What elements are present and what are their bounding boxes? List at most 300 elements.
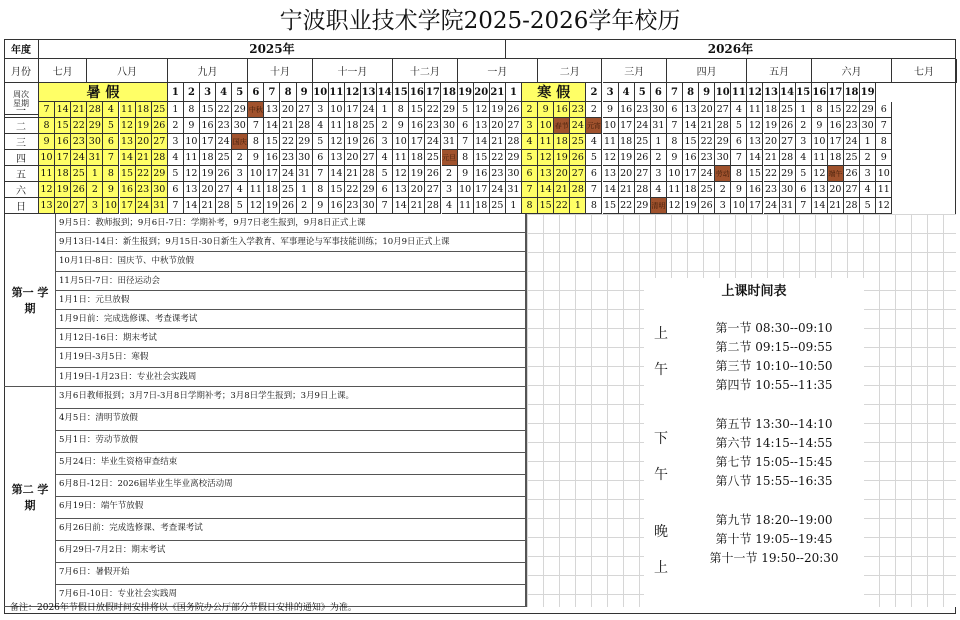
date-cell: 3 <box>860 166 876 182</box>
month-cell: 十一月 <box>313 59 394 83</box>
date-cell: 21 <box>345 166 361 182</box>
date-cell: 22 <box>764 166 780 182</box>
date-cell: 2 <box>715 182 731 198</box>
holiday-cell: 端午 <box>828 166 844 182</box>
date-cell: 11 <box>329 118 345 134</box>
date-cell: 24 <box>490 182 506 198</box>
semester1-event: 1月19日-1月23日：专业社会实践周 <box>56 368 526 387</box>
date-cell: 18 <box>474 198 490 214</box>
date-cell: 1 <box>506 198 522 214</box>
date-cell: 4 <box>731 102 747 118</box>
semester1-event: 1月12日-16日：期末考试 <box>56 329 526 348</box>
vacation-date-cell: 10 <box>39 150 55 166</box>
date-cell: 11 <box>393 150 409 166</box>
vacation-date-cell: 6 <box>522 166 538 182</box>
vacation-date-cell: 20 <box>55 198 71 214</box>
date-cell: 16 <box>619 102 635 118</box>
date-cell: 15 <box>683 134 699 150</box>
evening-label: 上 <box>654 560 668 576</box>
date-cell: 23 <box>281 150 297 166</box>
afternoon-label: 午 <box>654 467 668 483</box>
vacation-date-cell: 21 <box>136 150 152 166</box>
date-cell: 13 <box>747 134 763 150</box>
date-cell: 26 <box>361 134 377 150</box>
date-cell: 9 <box>184 118 200 134</box>
date-cell: 16 <box>264 150 280 166</box>
date-cell: 5 <box>796 166 812 182</box>
date-cell: 13 <box>474 118 490 134</box>
week-number: 20 <box>474 83 490 102</box>
date-cell: 13 <box>329 150 345 166</box>
date-cell: 20 <box>281 102 297 118</box>
date-cell: 6 <box>731 134 747 150</box>
week-number: 7 <box>264 83 280 102</box>
week-number: 14 <box>780 83 796 102</box>
date-cell: 3 <box>442 182 458 198</box>
date-cell: 3 <box>232 166 248 182</box>
date-cell: 13 <box>393 182 409 198</box>
date-cell: 31 <box>442 134 458 150</box>
date-cell: 28 <box>780 150 796 166</box>
date-cell: 2 <box>586 102 602 118</box>
date-cell: 14 <box>683 118 699 134</box>
week-number: 5 <box>232 83 248 102</box>
date-cell: 7 <box>313 166 329 182</box>
vacation-date-cell: 10 <box>103 198 119 214</box>
vacation-date-cell: 16 <box>55 134 71 150</box>
date-cell: 15 <box>828 102 844 118</box>
date-cell: 2 <box>297 198 313 214</box>
date-cell: 1 <box>860 134 876 150</box>
class-period: 第九节 18:20--19:00 <box>715 513 833 527</box>
holiday-cell: 清明 <box>651 198 667 214</box>
week-number: 7 <box>667 83 683 102</box>
date-cell: 8 <box>248 134 264 150</box>
date-cell: 8 <box>393 102 409 118</box>
date-cell: 25 <box>216 150 232 166</box>
date-cell: 8 <box>184 102 200 118</box>
vacation-date-cell: 15 <box>120 166 136 182</box>
summer-break-label: 暑 假 <box>39 83 168 102</box>
date-cell: 14 <box>184 198 200 214</box>
vacation-date-cell: 27 <box>152 134 168 150</box>
class-period: 第六节 14:15--14:55 <box>715 436 833 450</box>
date-cell: 21 <box>281 118 297 134</box>
date-cell: 16 <box>683 150 699 166</box>
date-cell: 29 <box>780 166 796 182</box>
date-cell: 3 <box>377 134 393 150</box>
semester2-event: 6月19日：端午节放假 <box>56 497 526 519</box>
class-period: 第一节 08:30--09:10 <box>715 321 833 335</box>
week-number: 12 <box>345 83 361 102</box>
week-number: 13 <box>764 83 780 102</box>
month-cell: 四月 <box>667 59 748 83</box>
date-cell: 23 <box>490 166 506 182</box>
date-cell: 7 <box>168 198 184 214</box>
page-title: 宁波职业技术学院2025-2026学年校历 <box>279 8 681 34</box>
date-cell: 9 <box>458 166 474 182</box>
date-cell: 1 <box>168 102 184 118</box>
vacation-date-cell: 16 <box>554 102 570 118</box>
date-cell: 26 <box>425 166 441 182</box>
date-cell: 21 <box>409 198 425 214</box>
date-cell: 13 <box>264 102 280 118</box>
date-cell: 5 <box>860 198 876 214</box>
semester1-event: 11月5日-7日：田径运动会 <box>56 272 526 291</box>
class-period: 第二节 09:15--09:55 <box>715 340 833 354</box>
date-cell: 16 <box>409 118 425 134</box>
vacation-date-cell: 8 <box>522 198 538 214</box>
vacation-date-cell: 13 <box>120 134 136 150</box>
date-cell: 17 <box>828 134 844 150</box>
vacation-date-cell: 20 <box>554 166 570 182</box>
date-cell: 18 <box>683 182 699 198</box>
semester2-event: 6月29日-7月2日：期末考试 <box>56 541 526 563</box>
week-number: 11 <box>731 83 747 102</box>
date-cell: 7 <box>796 198 812 214</box>
date-cell: 17 <box>345 102 361 118</box>
date-cell: 3 <box>313 102 329 118</box>
semester1-event: 9月5日：教师报到；9月6日-7日：学期补考，9月7日老生报到，9月8日正式上课 <box>56 214 526 233</box>
vacation-date-cell: 19 <box>554 150 570 166</box>
date-cell: 2 <box>860 150 876 166</box>
date-cell: 5 <box>377 166 393 182</box>
vacation-date-cell: 28 <box>152 150 168 166</box>
date-cell: 26 <box>216 166 232 182</box>
evening-label: 晚 <box>654 524 668 540</box>
vacation-date-cell: 22 <box>554 198 570 214</box>
week-number: 14 <box>377 83 393 102</box>
month-cell: 七月 <box>39 59 87 83</box>
date-cell: 1 <box>297 182 313 198</box>
date-cell: 25 <box>361 118 377 134</box>
vacation-date-cell: 26 <box>152 118 168 134</box>
weekday-label-text: 星期 <box>13 98 29 108</box>
date-cell: 28 <box>506 134 522 150</box>
vacation-date-cell: 21 <box>71 102 87 118</box>
date-cell: 4 <box>232 182 248 198</box>
vacation-date-cell: 23 <box>71 134 87 150</box>
date-cell: 17 <box>474 182 490 198</box>
date-cell: 23 <box>844 118 860 134</box>
date-cell: 2 <box>796 118 812 134</box>
date-cell: 25 <box>425 150 441 166</box>
week-number: 13 <box>361 83 377 102</box>
date-cell: 28 <box>715 118 731 134</box>
date-cell: 31 <box>506 182 522 198</box>
date-cell: 3 <box>168 134 184 150</box>
date-cell: 20 <box>828 182 844 198</box>
date-cell: 12 <box>667 198 683 214</box>
date-cell: 29 <box>715 134 731 150</box>
vacation-date-cell: 30 <box>87 134 103 150</box>
date-cell: 29 <box>860 102 876 118</box>
date-cell: 14 <box>264 118 280 134</box>
date-cell: 19 <box>764 118 780 134</box>
vacation-date-cell: 24 <box>136 198 152 214</box>
class-period: 第十节 19:05--19:45 <box>715 532 833 546</box>
date-cell: 24 <box>216 134 232 150</box>
date-cell: 4 <box>442 198 458 214</box>
date-cell: 11 <box>747 102 763 118</box>
date-cell: 21 <box>764 150 780 166</box>
date-cell: 27 <box>844 182 860 198</box>
week-number: 9 <box>297 83 313 102</box>
date-cell: 20 <box>409 182 425 198</box>
month-cell: 三月 <box>603 59 667 83</box>
week-number: 1 <box>506 83 522 102</box>
date-cell: 7 <box>586 182 602 198</box>
date-cell: 10 <box>329 102 345 118</box>
vacation-date-cell: 16 <box>120 182 136 198</box>
date-cell: 4 <box>796 150 812 166</box>
date-cell: 4 <box>586 134 602 150</box>
date-cell: 17 <box>409 134 425 150</box>
vacation-date-cell: 17 <box>55 150 71 166</box>
date-cell: 11 <box>458 198 474 214</box>
date-cell: 5 <box>313 134 329 150</box>
semester1-event: 1月19日-3月5日：寒假 <box>56 348 526 367</box>
date-cell: 21 <box>619 182 635 198</box>
vacation-date-cell: 29 <box>87 118 103 134</box>
date-cell: 17 <box>683 166 699 182</box>
date-cell: 19 <box>490 102 506 118</box>
weekday-name: 一 <box>4 102 39 118</box>
vacation-date-cell: 23 <box>570 102 586 118</box>
date-cell: 14 <box>393 198 409 214</box>
date-cell: 20 <box>345 150 361 166</box>
date-cell: 21 <box>200 198 216 214</box>
month-label: 月份 <box>4 59 39 83</box>
date-cell: 26 <box>635 150 651 166</box>
date-cell: 19 <box>683 198 699 214</box>
date-cell: 9 <box>667 150 683 166</box>
date-cell: 12 <box>329 134 345 150</box>
vacation-date-cell: 26 <box>570 150 586 166</box>
date-cell: 7 <box>248 118 264 134</box>
date-cell: 2 <box>651 150 667 166</box>
semester2-label-text: 第二 学 <box>11 482 49 496</box>
winter-break-label: 寒 假 <box>522 83 586 102</box>
date-cell: 29 <box>442 102 458 118</box>
week-number: 12 <box>747 83 763 102</box>
vacation-date-cell: 26 <box>71 182 87 198</box>
weekday-name: 五 <box>4 166 39 182</box>
date-cell: 18 <box>200 150 216 166</box>
holiday-cell: 国庆 <box>232 134 248 150</box>
holiday-cell: 春节 <box>554 118 570 134</box>
date-cell: 18 <box>345 118 361 134</box>
school-calendar-page <box>4 3 956 614</box>
month-cell: 七月 <box>892 59 956 83</box>
date-cell: 24 <box>361 102 377 118</box>
date-cell: 15 <box>264 134 280 150</box>
date-cell: 10 <box>393 134 409 150</box>
vacation-date-cell: 4 <box>522 134 538 150</box>
date-cell: 23 <box>764 182 780 198</box>
morning-label: 午 <box>654 362 668 378</box>
date-cell: 20 <box>490 118 506 134</box>
date-cell: 23 <box>635 102 651 118</box>
vacation-date-cell: 14 <box>538 182 554 198</box>
date-cell: 24 <box>425 134 441 150</box>
date-cell: 10 <box>812 134 828 150</box>
date-cell: 8 <box>731 166 747 182</box>
vacation-date-cell: 19 <box>55 182 71 198</box>
date-cell: 30 <box>297 150 313 166</box>
vacation-date-cell: 13 <box>538 166 554 182</box>
date-cell: 6 <box>168 182 184 198</box>
date-cell: 12 <box>474 102 490 118</box>
date-cell: 25 <box>844 150 860 166</box>
date-cell: 11 <box>184 150 200 166</box>
date-cell: 9 <box>248 150 264 166</box>
date-cell: 7 <box>731 150 747 166</box>
date-cell: 17 <box>747 198 763 214</box>
date-cell: 27 <box>506 118 522 134</box>
date-cell: 5 <box>731 118 747 134</box>
date-cell: 16 <box>747 182 763 198</box>
date-cell: 27 <box>216 182 232 198</box>
semester2-event: 7月6日-10日：专业社会实践周 <box>56 585 526 607</box>
date-cell: 25 <box>699 182 715 198</box>
semester1-event: 1月1日：元旦放假 <box>56 291 526 310</box>
date-cell: 30 <box>361 198 377 214</box>
date-cell: 22 <box>699 134 715 150</box>
date-cell: 27 <box>297 102 313 118</box>
date-cell: 6 <box>586 166 602 182</box>
date-cell: 19 <box>200 166 216 182</box>
weekday-name: 二 <box>4 118 39 134</box>
weekday-name: 三 <box>4 134 39 150</box>
week-number: 6 <box>248 83 264 102</box>
date-cell: 6 <box>313 150 329 166</box>
date-cell: 26 <box>506 102 522 118</box>
date-cell: 10 <box>458 182 474 198</box>
date-cell: 4 <box>168 150 184 166</box>
week-number: 2 <box>184 83 200 102</box>
date-cell: 7 <box>377 198 393 214</box>
date-cell: 16 <box>200 118 216 134</box>
morning-label: 上 <box>654 326 668 342</box>
date-cell: 23 <box>425 118 441 134</box>
vacation-date-cell: 17 <box>120 198 136 214</box>
date-cell: 6 <box>796 182 812 198</box>
vacation-date-cell: 15 <box>55 118 71 134</box>
date-cell: 2 <box>168 118 184 134</box>
vacation-date-cell: 1 <box>570 198 586 214</box>
week-number: 15 <box>393 83 409 102</box>
week-number: 6 <box>651 83 667 102</box>
month-cell: 十月 <box>248 59 312 83</box>
date-cell: 28 <box>297 118 313 134</box>
date-cell: 11 <box>876 182 892 198</box>
week-number: 1 <box>168 83 184 102</box>
week-number: 8 <box>281 83 297 102</box>
date-cell: 29 <box>232 102 248 118</box>
date-cell: 12 <box>747 118 763 134</box>
semester2-event: 5月24日：毕业生资格审查结束 <box>56 453 526 475</box>
date-cell: 25 <box>780 102 796 118</box>
date-cell: 31 <box>780 198 796 214</box>
date-cell: 23 <box>345 198 361 214</box>
month-cell: 五月 <box>747 59 811 83</box>
date-cell: 30 <box>860 118 876 134</box>
date-cell: 9 <box>731 182 747 198</box>
date-cell: 15 <box>474 150 490 166</box>
semester2-label <box>4 479 56 515</box>
date-cell: 8 <box>313 182 329 198</box>
date-cell: 2 <box>377 118 393 134</box>
date-cell: 4 <box>651 182 667 198</box>
date-cell: 22 <box>345 182 361 198</box>
week-number: 11 <box>329 83 345 102</box>
vacation-date-cell: 9 <box>538 102 554 118</box>
date-cell: 10 <box>667 166 683 182</box>
date-cell: 18 <box>828 150 844 166</box>
footnote: 备注：2026年节假日放假时间安排将以《国务院办公厅部分节假日安排的通知》为准。 <box>10 603 357 613</box>
weekday-label-text: 周次 <box>13 89 29 99</box>
date-cell: 24 <box>281 166 297 182</box>
year-label: 年度 <box>4 39 39 59</box>
month-cell: 八月 <box>87 59 168 83</box>
date-cell: 3 <box>796 134 812 150</box>
date-cell: 13 <box>603 166 619 182</box>
class-period: 第十一节 19:50--20:30 <box>709 551 839 565</box>
vacation-date-cell: 7 <box>39 102 55 118</box>
holiday-cell: 中秋 <box>248 102 264 118</box>
vacation-date-cell: 31 <box>87 150 103 166</box>
date-cell: 8 <box>667 134 683 150</box>
week-number: 16 <box>812 83 828 102</box>
date-cell: 14 <box>329 166 345 182</box>
holiday-cell: 元旦 <box>442 150 458 166</box>
date-cell: 30 <box>442 118 458 134</box>
date-cell: 10 <box>248 166 264 182</box>
date-cell: 22 <box>844 102 860 118</box>
semester2-event: 5月1日：劳动节放假 <box>56 431 526 453</box>
vacation-date-cell: 25 <box>71 166 87 182</box>
date-cell: 16 <box>329 198 345 214</box>
month-cell: 十二月 <box>393 59 457 83</box>
date-cell: 30 <box>715 150 731 166</box>
date-cell: 24 <box>764 198 780 214</box>
semester2-event: 6月8日-12日：2026届毕业生毕业离校活动周 <box>56 475 526 497</box>
date-cell: 6 <box>667 102 683 118</box>
class-period: 第五节 13:30--14:10 <box>715 417 833 431</box>
date-cell: 7 <box>876 118 892 134</box>
vacation-date-cell: 21 <box>554 182 570 198</box>
date-cell: 19 <box>345 134 361 150</box>
vacation-date-cell: 4 <box>103 102 119 118</box>
date-cell: 29 <box>297 134 313 150</box>
month-cell: 二月 <box>538 59 602 83</box>
date-cell: 25 <box>635 134 651 150</box>
class-period: 第三节 10:10--10:50 <box>715 359 833 373</box>
date-cell: 12 <box>603 150 619 166</box>
date-cell: 20 <box>619 166 635 182</box>
week-number: 3 <box>200 83 216 102</box>
date-cell: 1 <box>377 102 393 118</box>
vacation-date-cell: 31 <box>152 198 168 214</box>
date-cell: 12 <box>184 166 200 182</box>
vacation-date-cell: 3 <box>522 118 538 134</box>
week-number: 21 <box>490 83 506 102</box>
date-cell: 7 <box>667 118 683 134</box>
vacation-date-cell: 20 <box>136 134 152 150</box>
date-cell: 10 <box>603 118 619 134</box>
year-2025: 2025年 <box>39 39 506 59</box>
